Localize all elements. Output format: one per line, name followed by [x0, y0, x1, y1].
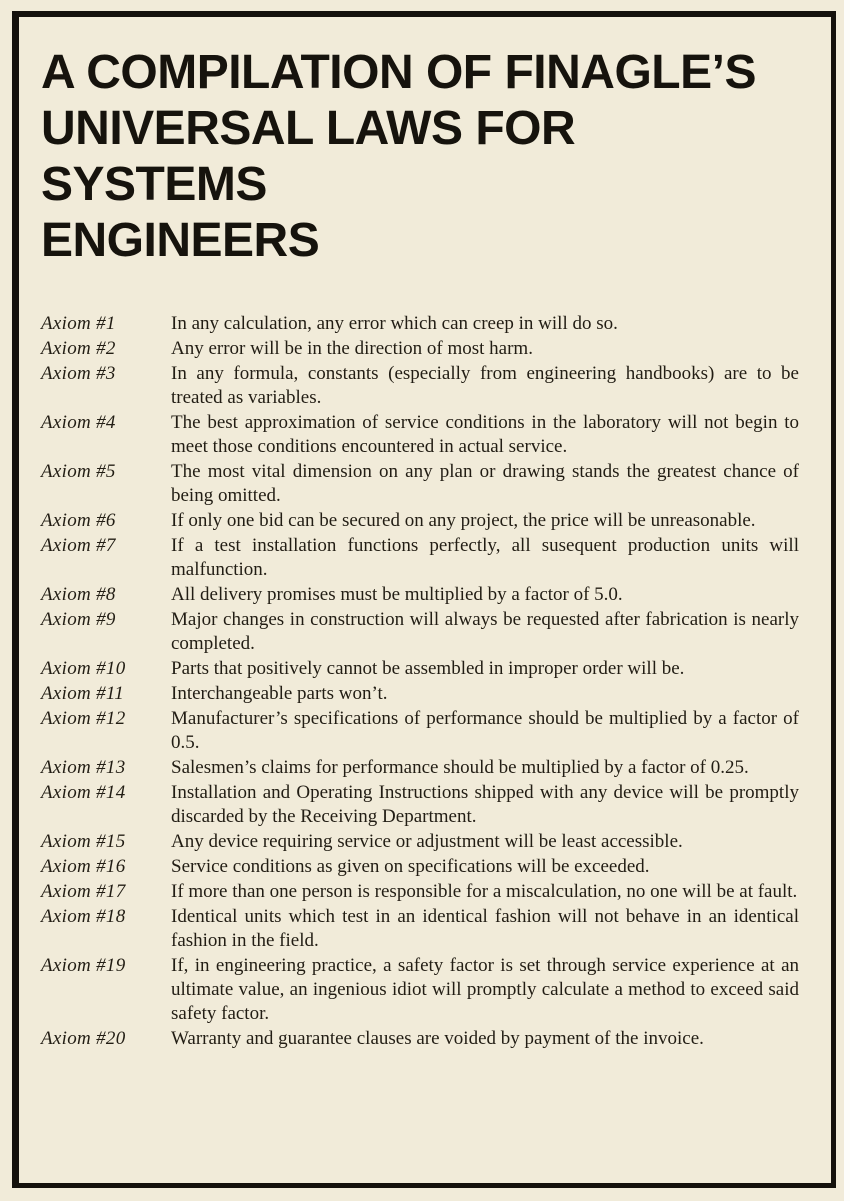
page-title	[41, 45, 801, 270]
axiom-label: Axiom #2	[41, 337, 116, 359]
axiom-label: Axiom #11	[41, 682, 125, 704]
axiom-row	[41, 905, 801, 953]
axiom-row	[41, 781, 801, 829]
axiom-row	[41, 534, 801, 582]
axiom-row	[41, 1027, 801, 1051]
axiom-label: Axiom #14	[41, 781, 126, 803]
axiom-row	[41, 509, 801, 533]
title-line-2: UNIVERSAL LAWS FOR SYSTEMS	[41, 102, 576, 212]
axiom-label: Axiom #15	[41, 830, 126, 852]
axiom-text: Warranty and guarantee clauses are voided by payment of the invoice.	[171, 1027, 704, 1049]
axiom-row	[41, 312, 801, 336]
axiom-row	[41, 657, 801, 681]
title-line-1: A COMPILATION OF FINAGLE’S	[41, 46, 756, 99]
axiom-text: If, in engineering practice, a safety factor is set through service experience at an ultimate value, an ingenious idiot will promptly calculate a method to exceed said safety factor.	[171, 954, 799, 1024]
axiom-text: If more than one person is responsible for a miscalculation, no one will be at fault.	[171, 880, 798, 902]
axiom-row	[41, 880, 801, 904]
axiom-label: Axiom #3	[41, 362, 116, 384]
axiom-label: Axiom #17	[41, 880, 126, 902]
axiom-label: Axiom #18	[41, 905, 126, 927]
axiom-text: Any device requiring service or adjustment will be least accessible.	[171, 830, 683, 852]
title-line-3: ENGINEERS	[41, 214, 320, 268]
axiom-label: Axiom #6	[41, 509, 116, 531]
axiom-label: Axiom #1	[41, 312, 116, 334]
axiom-row	[41, 337, 801, 361]
axiom-text: Installation and Operating Instructions shipped with any device will be promptly discarded by the Receiving Department.	[171, 781, 799, 827]
axiom-label: Axiom #5	[41, 460, 116, 482]
axiom-text: If a test installation functions perfectly, all susequent production units will malfunction.	[171, 534, 799, 580]
axiom-text: The best approximation of service conditions in the laboratory will not begin to meet those conditions encountered in actual service.	[171, 411, 799, 457]
axiom-row	[41, 756, 801, 780]
page-border-frame	[12, 11, 836, 1188]
axiom-label: Axiom #20	[41, 1027, 126, 1049]
axiom-row	[41, 830, 801, 854]
axiom-row	[41, 411, 801, 459]
axiom-label: Axiom #19	[41, 954, 126, 976]
axiom-text: Salesmen’s claims for performance should be multiplied by a factor of 0.25.	[171, 756, 749, 778]
axiom-label: Axiom #4	[41, 411, 116, 433]
axiom-label: Axiom #8	[41, 583, 116, 605]
axiom-text: If only one bid can be secured on any project, the price will be unreasonable.	[171, 509, 756, 531]
axiom-label: Axiom #13	[41, 756, 126, 778]
axiom-row	[41, 954, 801, 1026]
axiom-row	[41, 707, 801, 755]
axiom-row	[41, 608, 801, 656]
axiom-text: In any calculation, any error which can creep in will do so.	[171, 312, 618, 334]
axiom-label: Axiom #9	[41, 608, 116, 630]
axiom-row	[41, 583, 801, 607]
axiom-label: Axiom #12	[41, 707, 126, 729]
axiom-text: Major changes in construction will always be requested after fabrication is nearly completed.	[171, 608, 799, 654]
axiom-row	[41, 460, 801, 508]
axiom-text: Manufacturer’s specifications of performance should be multiplied by a factor of 0.5.	[171, 707, 799, 753]
axiom-label: Axiom #10	[41, 657, 126, 679]
axiom-label: Axiom #7	[41, 534, 116, 556]
axiom-text: Parts that positively cannot be assembled in improper order will be.	[171, 657, 685, 679]
axiom-row	[41, 362, 801, 410]
axiom-label: Axiom #16	[41, 855, 126, 877]
axiom-text: All delivery promises must be multiplied by a factor of 5.0.	[171, 583, 623, 605]
axiom-list	[41, 312, 801, 1051]
axiom-text: The most vital dimension on any plan or drawing stands the greatest chance of being omitted.	[171, 460, 799, 506]
axiom-row	[41, 682, 801, 706]
axiom-row	[41, 855, 801, 879]
axiom-text: In any formula, constants (especially from engineering handbooks) are to be treated as variables.	[171, 362, 799, 408]
axiom-text: Service conditions as given on specifications will be exceeded.	[171, 855, 650, 877]
axiom-text: Identical units which test in an identical fashion will not behave in an identical fashion in the field.	[171, 905, 799, 951]
axiom-text: Interchangeable parts won’t.	[171, 682, 388, 704]
axiom-text: Any error will be in the direction of most harm.	[171, 337, 533, 359]
